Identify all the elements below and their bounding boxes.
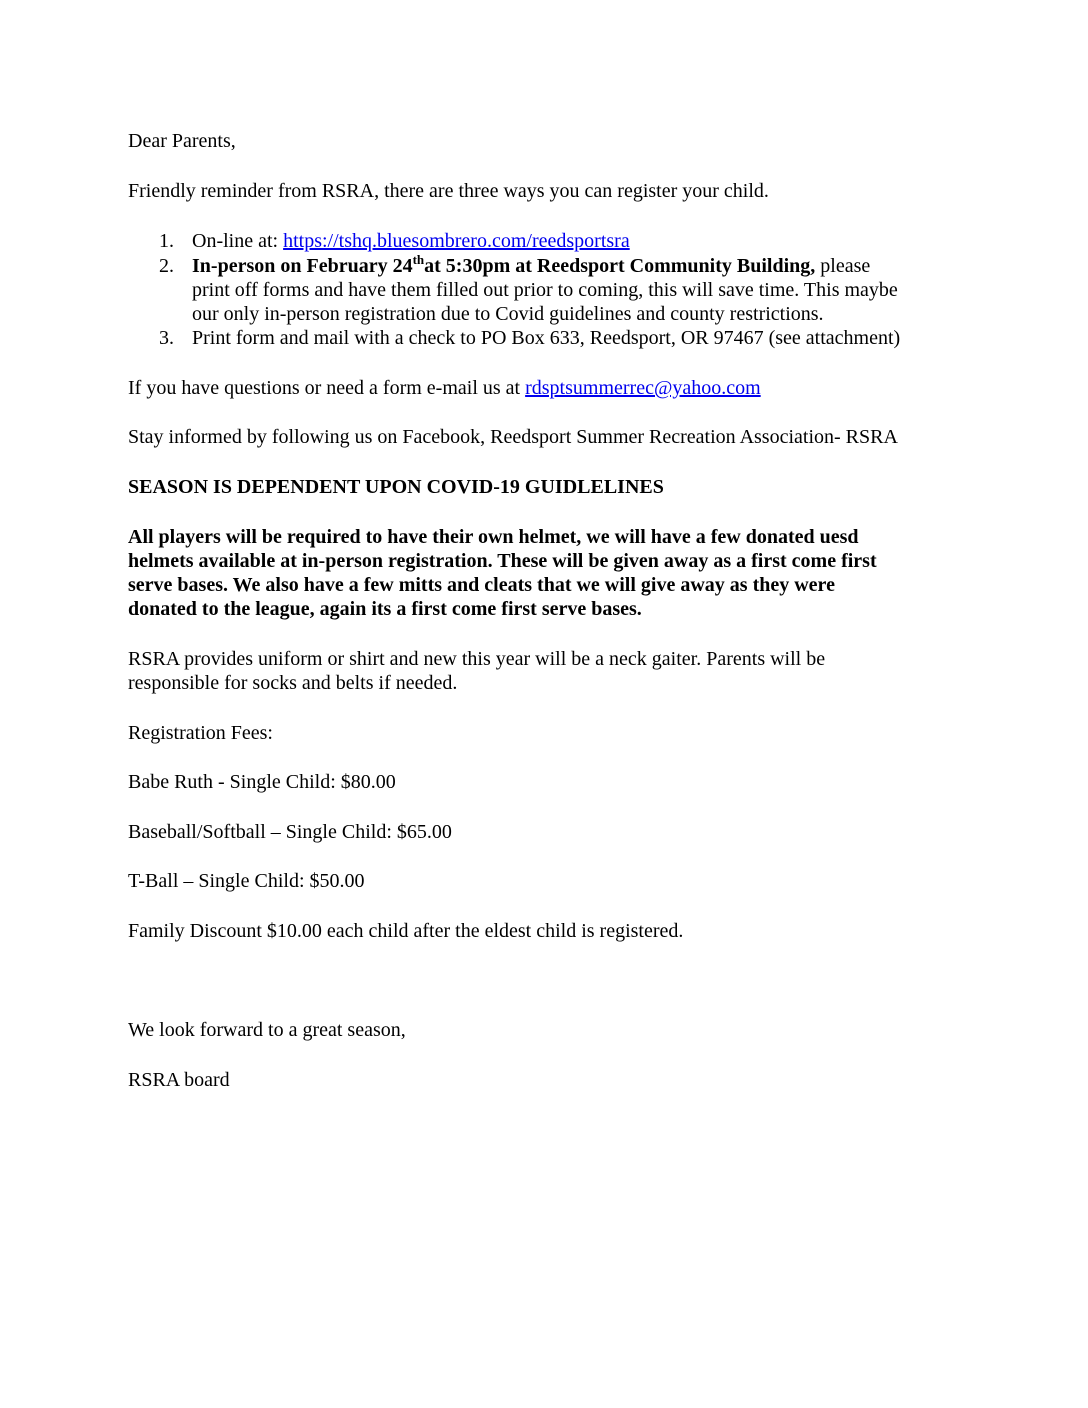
season-notice: SEASON IS DEPENDENT UPON COVID-19 GUIDLELINES [128, 476, 664, 498]
fees-heading: Registration Fees: [128, 722, 273, 744]
option-1-text [192, 229, 630, 253]
fee-t-ball: T-Ball – Single Child: $50.00 [128, 870, 365, 892]
equipment-line: helmets available at in-person registration. These will be given away as a first come first [128, 550, 877, 572]
email-link[interactable]: rdsptsummerrec@yahoo.com [525, 377, 761, 399]
greeting: Dear Parents, [128, 130, 236, 152]
option-3-number: 3. [159, 327, 174, 349]
contact-line [128, 376, 761, 400]
option-2-line-1 [192, 254, 870, 278]
fee-baseball-softball: Baseball/Softball – Single Child: $65.00 [128, 821, 452, 843]
equipment-line: donated to the league, again its a first come first serve bases. [128, 598, 642, 620]
option-1-prefix: On-line at: [192, 230, 284, 252]
signature: RSRA board [128, 1069, 230, 1091]
contact-prefix: If you have questions or need a form e-mail us at [128, 377, 526, 399]
option-2-rest: please [815, 255, 871, 277]
registration-link[interactable]: https://tshq.bluesombrero.com/reedsportsra [283, 230, 630, 252]
option-2-bold-date: In-person on February 24 [192, 255, 413, 277]
equipment-line: All players will be required to have their own helmet, we will have a few donated uesd [128, 526, 859, 548]
option-2-date-suffix: th [412, 252, 425, 267]
option-2-line-3: our only in-person registration due to Covid guidelines and county restrictions. [192, 303, 824, 325]
option-2-number: 2. [159, 255, 174, 277]
option-2-bold-location: at 5:30pm at Reedsport Community Building, [424, 255, 816, 277]
option-1-number: 1. [159, 230, 174, 252]
uniform-line: responsible for socks and belts if needed. [128, 672, 458, 694]
option-3-text: Print form and mail with a check to PO Box 633, Reedsport, OR 97467 (see attachment) [192, 327, 901, 349]
intro-text: Friendly reminder from RSRA, there are three ways you can register your child. [128, 180, 769, 202]
equipment-line: serve bases. We also have a few mitts and cleats that we will give away as they were [128, 574, 835, 596]
option-2-line-2: print off forms and have them filled out prior to coming, this will save time. This maybe [192, 279, 898, 301]
family-discount: Family Discount $10.00 each child after the eldest child is registered. [128, 920, 684, 942]
fee-babe-ruth: Babe Ruth - Single Child: $80.00 [128, 771, 396, 793]
uniform-line: RSRA provides uniform or shirt and new this year will be a neck gaiter. Parents will be [128, 648, 826, 670]
closing-line: We look forward to a great season, [128, 1019, 406, 1041]
facebook-line: Stay informed by following us on Facebook, Reedsport Summer Recreation Association- RSRA [128, 426, 898, 448]
